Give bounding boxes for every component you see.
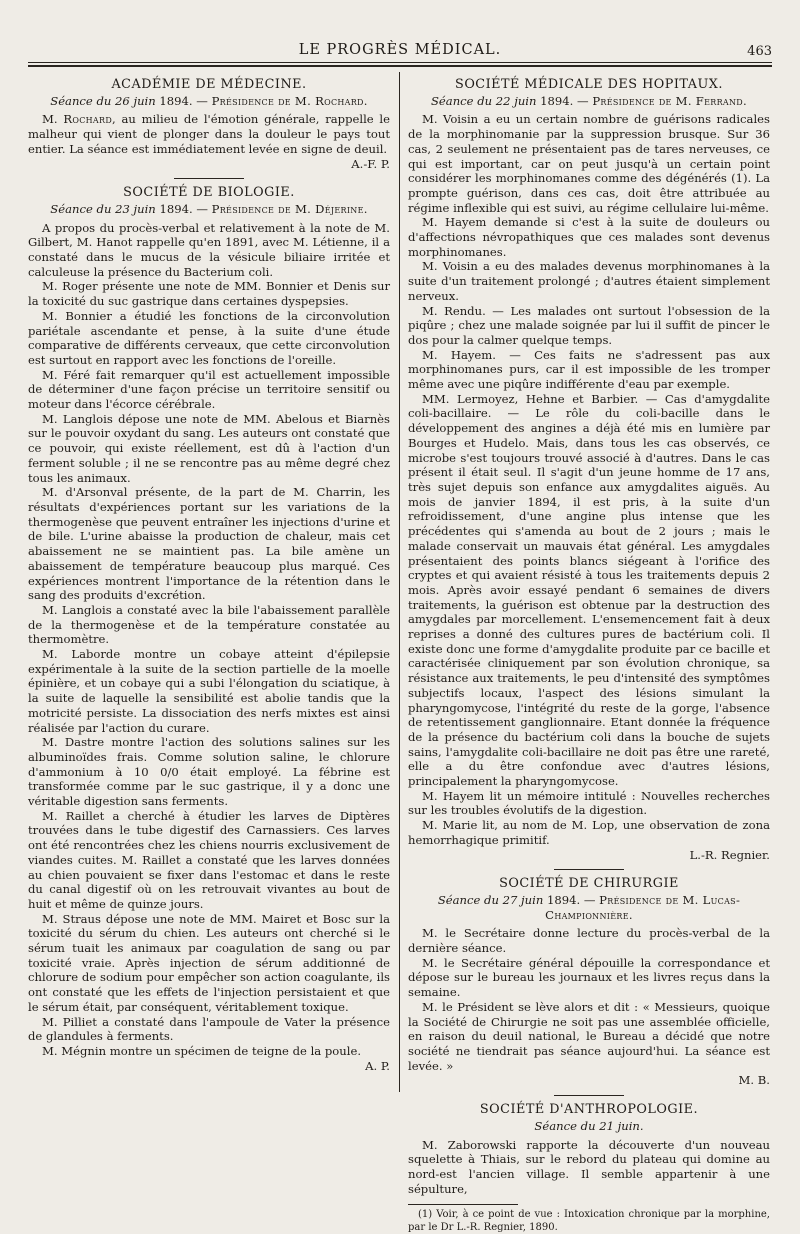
anthropologie-section: [408, 1103, 770, 1196]
paragraph: M. Langlois dépose une note de MM. Abelous et Biarnès sur le pouvoir oxydant du sang. Les auteurs ont constaté que ce pouvoir, qui existe réellement, est dû à l'action d'un ferment soluble ; il ne se rencontre pas au même degré chez tous les animaux.: [28, 411, 390, 485]
seance-date: Séance du 23 juin: [50, 201, 156, 216]
seance-date: Séance du 21 juin.: [534, 1118, 644, 1133]
academie-section: [28, 78, 390, 171]
paragraph: M. d'Arsonval présente, de la part de M. Charrin, les résultats d'expériences portant sur les variations de la thermogenèse que peuvent entraîner les injections d'urine et de bile. L'urine abaisse la production de chaleur, mais cet abaissement ne se maintient pas. La bile amène un abaissement de température beaucoup plus marqué. Ces expériences montrent l'importance de la rétention dans le sang des produits d'excrétion.: [28, 485, 390, 603]
text-run: M.: [42, 112, 64, 127]
seance-line: [408, 1119, 770, 1134]
paragraph: M. Rendu. — Les malades ont surtout l'obsession de la piqûre ; chez une malade soignée par lui il suffit de pincer le dos pour la calmer quelque temps.: [408, 303, 770, 347]
seance-date: Séance du 26 juin: [50, 93, 156, 108]
seance-presidence: Présidence de M. Rochard.: [211, 93, 368, 108]
seance-line: [408, 94, 770, 109]
paragraph: M. Zaborowski rapporte la découverte d'un nouveau squelette à Thiais, sur le rebord du plateau qui domine au nord-est l'ancien village. Il semble appartenir à une sépulture,: [408, 1137, 770, 1196]
header-rule-thick: [28, 65, 772, 67]
section-title: SOCIÉTÉ MÉDICALE DES HOPITAUX.: [455, 77, 723, 92]
seance-year: 1894. —: [536, 93, 593, 108]
hopitaux-section: [408, 78, 770, 862]
paragraph: MM. Lermoyez, Hehne et Barbier. — Cas d'amygdalite coli-bacillaire. — Le rôle du coli-bacille dans le développement des angines a déjà été mis en lumière par Bourges et Hudelo. Mais, dans tous les cas observés, ce microbe s'est toujours trouvé associé à d'autres. Dans le cas présent il était seul. Il s'agit d'un jeune homme de 17 ans, très sujet depuis son enfance aux amygdalites aiguës. Au mois de janvier 1894, il est pris, à la suite d'un refroidissement, d'une angine plus intense que les précédentes qui s'amenda au bout de 2 jours ; mais le malade conservait un mauvais état général. Les amygdales présentaient des points blancs siégeant à l'orifice des cryptes et qui avaient résisté à tous les traitements depuis 2 mois. Après avoir essayé pendant 6 semaines de divers traitements, la guérison est obtenue par la destruction des amygdales par morcellement. L'ensemencement fait à deux reprises a donné des cultures pures de bactérium coli. Il existe donc une forme d'amygdalite produite par ce bacille et caractérisée cliniquement par son évolution chronique, sa résistance aux traitements, le peu d'intensité des symptômes subjectifs locaux, l'aspect des lésions simulant la pharyngomycose, l'intégrité du reste de la gorge, l'absence de retentissement ganglionnaire. Etant donnée la fréquence de la présence du bactérium coli dans la bouche de sujets sains, l'amygdalite coli-bacillaire ne doit pas être une rareté, elle a du être confondue avec d'autres lésions, principalement la pharyngomycose.: [408, 391, 770, 789]
paragraph: M. Féré fait remarquer qu'il est actuellement impossible de déterminer d'une façon précise un territoire sensitif ou moteur dans l'écorce cérébrale.: [28, 367, 390, 412]
signature: A.-F. P.: [351, 156, 390, 171]
seance-line: [28, 94, 390, 109]
seance-date: Séance du 22 juin: [430, 93, 537, 108]
paragraph: M. le Secrétaire donne lecture du procès-verbal de la dernière séance.: [408, 926, 770, 956]
text-run: , au milieu de l'émotion générale, rappelle le malheur qui vient de plonger dans la douleur le pays tout entier. La séance est immédiatement levée en signe de deuil.: [28, 112, 390, 156]
paragraph: M. Dastre montre l'action des solutions salines sur les albuminoïdes frais. Comme solution saline, le chlorure d'ammonium à 10 0/0 était employé. La fébrine est transformée comme par le suc gastrique, il y a donc une véritable digestion sans ferments.: [28, 735, 390, 809]
name-run: Rochard: [63, 112, 113, 127]
seance-date: Séance du 27 juin: [437, 892, 544, 907]
right-column: [408, 77, 770, 1233]
chirurgie-section: [408, 877, 770, 1088]
paragraph: M. Hayem demande si c'est à la suite de douleurs ou d'affections névropathiques que ces malades sont devenus morphinomanes.: [408, 215, 770, 259]
paragraph: M. Hayem. — Ces faits ne s'adressent pas aux morphinomanes purs, car il est impossible de les tromper même avec une piqûre indifférente d'eau par exemple.: [408, 347, 770, 392]
seance-year: 1894. —: [155, 93, 212, 108]
paragraph: M. Mégnin montre un spécimen de teigne de la poule.: [42, 1044, 361, 1058]
column-divider: [399, 72, 400, 1092]
paragraph: M. Roger présente une note de MM. Bonnier et Denis sur la toxicité du suc gastrique dans certaines dyspepsies.: [28, 279, 390, 309]
footnote: (1) Voir, à ce point de vue : Intoxication chronique par la morphine, par le Dr L.-R. Regnier, 1890.: [408, 1209, 770, 1233]
seance-presidence: Présidence de M. Déjerine.: [211, 201, 368, 216]
paragraph: A propos du procès-verbal et relativement à la note de M. Gilbert, M. Hanot rappelle qu'en 1891, avec M. Létienne, il a constaté dans le mucus de la vésicule biliaire irritée et calculeuse la présence du Bacterium coli.: [28, 220, 390, 279]
paragraph: M. le Secrétaire général dépouille la correspondance et dépose sur le bureau les journaux et les livres reçus dans la semaine.: [408, 955, 770, 1000]
section-title: SOCIÉTÉ DE BIOLOGIE.: [123, 185, 295, 201]
seance-line: [28, 202, 390, 217]
section-separator: [554, 1095, 624, 1096]
seance-line: [408, 893, 770, 922]
seance-presidence: Présidence de M. Lucas-Championnière.: [545, 892, 741, 922]
paragraph: [28, 112, 390, 156]
paragraph: M. le Président se lève alors et dit : « Messieurs, quoique la Société de Chirurgie ne soit pas une assemblée officielle, en raison du deuil national, le Bureau a décidé que notre société ne tiendrait pas séance aujourd'hui. La séance est levée. »: [408, 999, 770, 1073]
signature: M. B.: [738, 1073, 770, 1088]
section-title: ACADÉMIE DE MÉDECINE.: [111, 77, 307, 92]
section-separator: [174, 178, 244, 179]
seance-year: 1894. —: [155, 201, 212, 216]
seance-year: 1894. —: [543, 892, 600, 907]
paragraph: M. Langlois a constaté avec la bile l'abaissement parallèle de la thermogenèse et de la température constatée au thermomètre.: [28, 602, 390, 647]
paragraph: M. Voisin a eu un certain nombre de guérisons radicales de la morphinomanie par la suppression brusque. Sur 36 cas, 2 seulement ne présentaient pas de tares nerveuses, ce qui est important, car on peut jusqu'à un certain point considérer les morphinomanes comme des dégénérés (1). La prompte guérison, dans ces cas, doit être attribuée au régime inflexible qui est suivi, au régime cellulaire lui-même.: [408, 112, 770, 215]
paragraph: M. Pilliet a constaté dans l'ampoule de Vater la présence de glandules à ferments.: [28, 1014, 390, 1044]
left-column: [28, 78, 390, 1098]
section-title: SOCIÉTÉ D'ANTHROPOLOGIE.: [479, 1102, 699, 1118]
biologie-section: [28, 186, 390, 1073]
paragraph: M. Bonnier a étudié les fonctions de la circonvolution pariétale ascendante et pense, à la suite d'une étude comparative de différents cerveaux, que cette circonvolution est surtout en rapport avec les fonctions de l'oreille.: [28, 308, 390, 367]
running-header: [28, 40, 772, 64]
signature: L.-R. Regnier.: [689, 847, 770, 862]
paragraph: M. Hayem lit un mémoire intitulé : Nouvelles recherches sur les troubles évolutifs de la digestion.: [408, 788, 770, 818]
paragraph: M. Laborde montre un cobaye atteint d'épilepsie expérimentale à la suite de la section partielle de la moelle épinière, et un cobaye qui a subi l'élongation du sciatique, à la suite de laquelle la sensibilité est abolie tandis que la motricité persiste. La dissociation des nerfs mixtes est ainsi réalisée par l'action du curare.: [28, 647, 390, 735]
footnote-rule: [408, 1204, 518, 1205]
page-number: 463: [747, 44, 772, 59]
paragraph: M. Marie lit, au nom de M. Lop, une observation de zona hemorrhagique primitif.: [408, 818, 770, 847]
header-rule-thin: [28, 62, 772, 63]
signature: A. P.: [365, 1058, 390, 1073]
seance-presidence: Présidence de M. Ferrand.: [592, 93, 748, 108]
paragraph: M. Voisin a eu des malades devenus morphinomanes à la suite d'un traitement prolongé ; d'autres étaient simplement nerveux.: [408, 259, 770, 303]
section-title: SOCIÉTÉ DE CHIRURGIE: [499, 876, 679, 892]
paragraph: M. Raillet a cherché à étudier les larves de Diptères trouvées dans le tube digestif des Carnassiers. Ces larves ont été rencontrées chez les chiens nourris exclusivement de viandes cuites. M. Raillet a constaté que les larves données au chien pouvaient se fixer dans l'estomac et dans le reste du canal digestif où on les retrouvait vivantes au bout de huit et même de quinze jours.: [28, 808, 390, 911]
section-separator: [554, 869, 624, 870]
paragraph: M. Straus dépose une note de MM. Mairet et Bosc sur la toxicité du sérum du chien. Les auteurs ont cherché si le sérum tuait les animaux par coagulation de sang ou par toxicité vraie. Après injection de sérum additionné de chlorure de sodium pour empêcher son action coagulante, ils ont constaté que les effets de l'injection persistaient et que le sérum était, par conséquent, véritablement toxique.: [28, 911, 390, 1014]
journal-title: LE PROGRÈS MÉDICAL.: [298, 42, 502, 58]
